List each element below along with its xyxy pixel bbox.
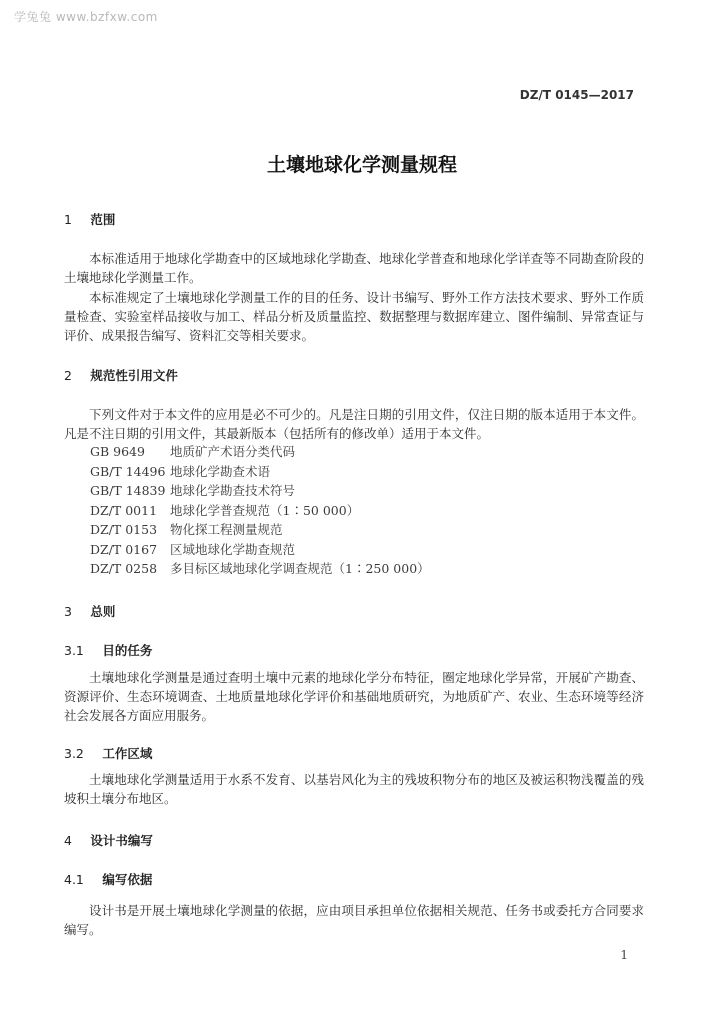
reference-item bbox=[90, 442, 430, 462]
reference-item bbox=[90, 462, 430, 482]
reference-title: 物化探工程测量规范 bbox=[170, 522, 283, 537]
section-number: 4.1 bbox=[64, 872, 84, 887]
reference-code: GB/T 14839 bbox=[90, 483, 166, 498]
reference-title: 地球化学普查规范（1∶50 000） bbox=[170, 502, 360, 518]
section-title: 规范性引用文件 bbox=[90, 368, 178, 383]
reference-code: GB 9649 bbox=[90, 444, 145, 459]
reference-code: DZ/T 0153 bbox=[90, 522, 158, 537]
section-4-1-heading bbox=[64, 870, 152, 888]
paragraph: 土壤地球化学测量是通过查明土壤中元素的地球化学分布特征，圈定地球化学异常，开展矿产勘查、资源评价、生态环境调查、土地质量地球化学评价和基础地质研究，为地质矿产、农业、生态环境等经济社会发展各方面应用服务。 bbox=[64, 670, 644, 723]
section-number: 3 bbox=[64, 604, 72, 619]
document-title: 土壤地球化学测量规程 bbox=[266, 154, 457, 176]
reference-title: 地质矿产术语分类代码 bbox=[170, 444, 296, 459]
section-number: 3.2 bbox=[64, 746, 84, 761]
reference-code: GB/T 14496 bbox=[90, 463, 166, 479]
section-3-heading bbox=[64, 602, 115, 620]
normative-reference-list bbox=[90, 442, 430, 579]
reference-item bbox=[90, 540, 430, 560]
reference-item bbox=[90, 520, 430, 540]
reference-item bbox=[90, 481, 430, 501]
section-4-heading bbox=[64, 831, 153, 849]
reference-title: 地球化学勘查术语 bbox=[170, 463, 271, 479]
section-title: 设计书编写 bbox=[90, 833, 153, 848]
section-title: 工作区域 bbox=[102, 746, 153, 761]
section-number: 2 bbox=[64, 368, 72, 383]
reference-code: DZ/T 0011 bbox=[90, 502, 158, 518]
paragraph: 设计书是开展土壤地球化学测量的依据，应由项目承担单位依据相关规范、任务书或委托方合同要求编写。 bbox=[64, 903, 644, 937]
section-title: 目的任务 bbox=[102, 643, 153, 658]
section-2-heading bbox=[64, 366, 178, 384]
document-code: DZ/T 0145—2017 bbox=[519, 88, 634, 102]
paragraph: 下列文件对于本文件的应用是必不可少的。凡是注日期的引用文件，仅注日期的版本适用于本文件。凡是不注日期的引用文件，其最新版本（包括所有的修改单）适用于本文件。 bbox=[64, 407, 644, 441]
section-number: 1 bbox=[64, 212, 72, 227]
reference-item bbox=[90, 501, 430, 521]
section-title: 编写依据 bbox=[102, 872, 153, 887]
reference-code: DZ/T 0258 bbox=[90, 561, 158, 576]
section-title: 总则 bbox=[90, 604, 116, 619]
section-number: 3.1 bbox=[64, 643, 84, 658]
reference-code: DZ/T 0167 bbox=[90, 541, 158, 557]
reference-title: 多目标区域地球化学调查规范（1∶250 000） bbox=[170, 561, 430, 576]
section-title: 范围 bbox=[90, 212, 116, 227]
reference-title: 区域地球化学勘查规范 bbox=[170, 541, 296, 557]
section-3-2-heading bbox=[64, 744, 152, 762]
page-number: 1 bbox=[620, 948, 628, 962]
paragraph: 本标准规定了土壤地球化学测量工作的目的任务、设计书编写、野外工作方法技术要求、野外工作质量检查、实验室样品接收与加工、样品分析及质量监控、数据整理与数据库建立、图件编制、异常查证与评价、成果报告编写、资料汇交等相关要求。 bbox=[64, 290, 644, 343]
reference-title: 地球化学勘查技术符号 bbox=[170, 483, 296, 498]
paragraph: 土壤地球化学测量适用于水系不发育、以基岩风化为主的残坡积物分布的地区及被运积物浅覆盖的残坡积土壤分布地区。 bbox=[64, 772, 644, 806]
reference-item bbox=[90, 559, 430, 579]
section-1-heading bbox=[64, 210, 115, 228]
watermark-text: 学兔兔 www.bzfxw.com bbox=[14, 10, 158, 24]
paragraph: 本标准适用于地球化学勘查中的区域地球化学勘查、地球化学普查和地球化学详查等不同勘查阶段的土壤地球化学测量工作。 bbox=[64, 251, 644, 285]
section-3-1-heading bbox=[64, 641, 152, 659]
section-number: 4 bbox=[64, 833, 72, 848]
